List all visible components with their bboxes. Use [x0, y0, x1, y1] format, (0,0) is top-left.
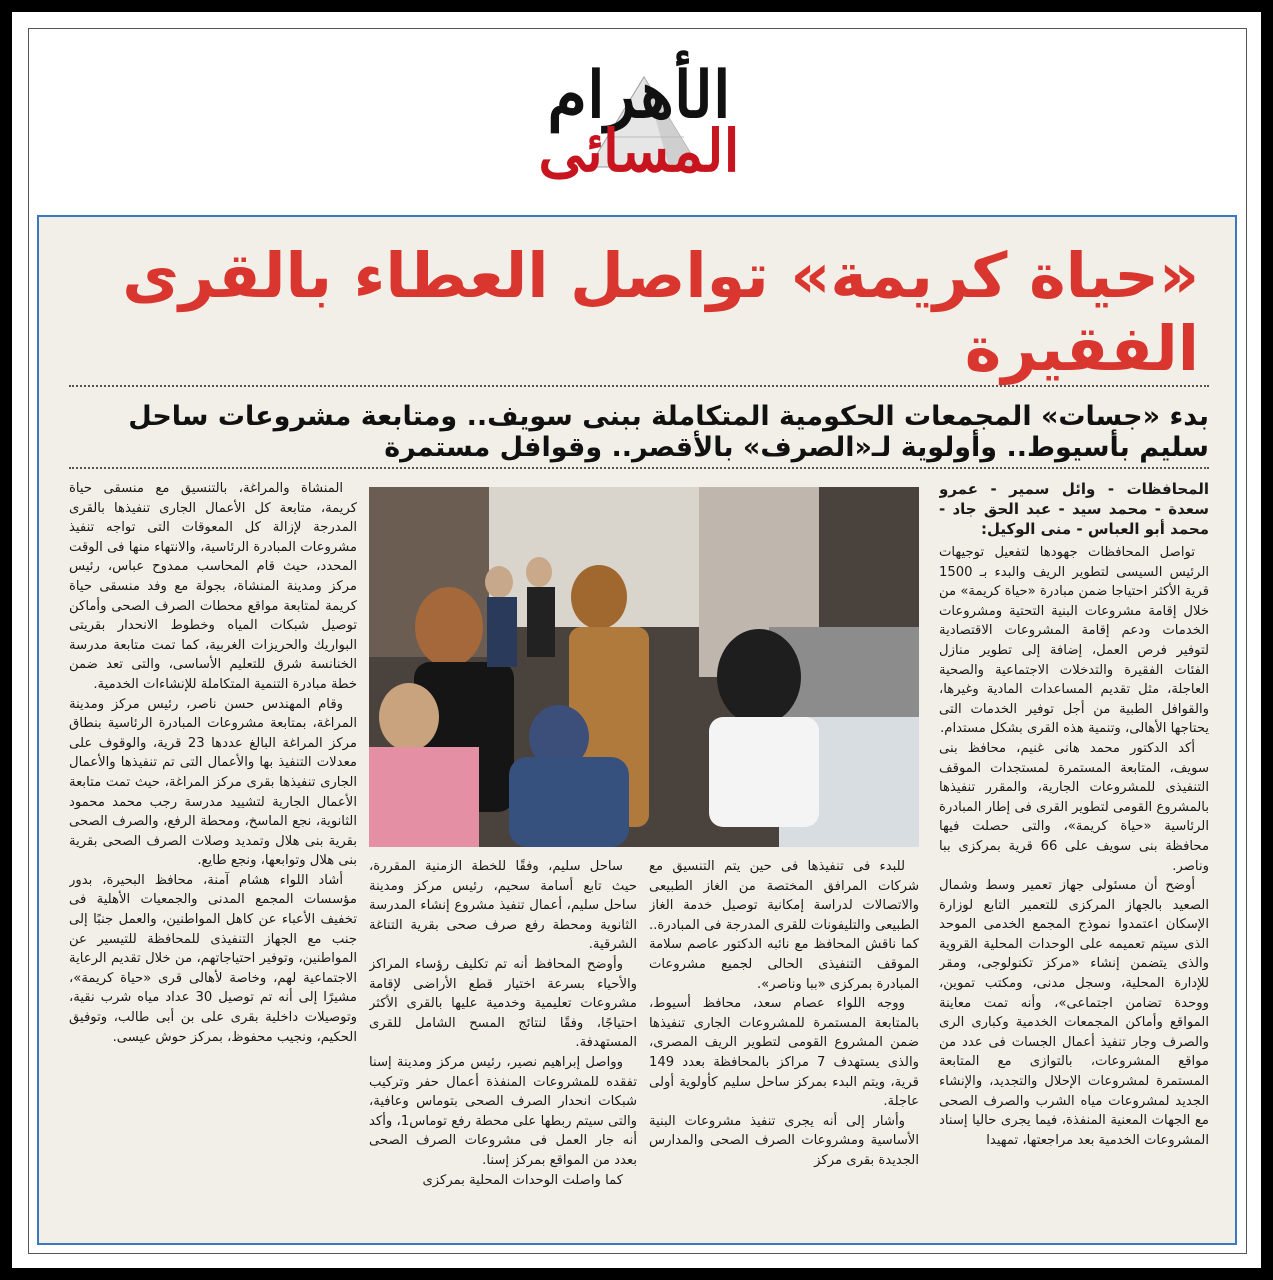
paragraph: أكد الدكتور محمد هانى غنيم، محافظ بنى سويف، المتابعة المستمرة لمستجدات الموقف التنفيذى للمشروعات الجارية، والمقرر تنفيذها بالمشروع القومى لتطوير القرى فى إطار المبادرة الرئاسية «حياة كريمة»، والتى حصلت فيها محافظة بنى سويف على 66 قرية بمركزى ببا وناصر.	[939, 740, 1209, 874]
byline: المحافظات - وائل سمير - عمرو سعدة - محمد سيد - عبد الحق جاد - محمد أبو العباس - منى الوكيل:	[939, 480, 1209, 538]
article-headline: «حياة كريمة» تواصل العطاء بالقرى الفقيرة	[122, 239, 1199, 385]
paragraph: كما واصلت الوحدات المحلية بمركزى	[422, 1172, 623, 1188]
paragraph: تواصل المحافظات جهودها لتفعيل توجيهات الرئيس السيسى لتطوير الريف والبدء بـ 1500 قرية الأكثر احتياجا ضمن مبادرة «حياة كريمة» من خلال إقامة مشروعات البنية التحتية ومشروعات الخدمات ودعم إقامة المشروعات الاقتصادية لتوفير فرص العمل، إضافة إلى تطوير منازل الفئات الفقيرة والتدخلات الاجتماعية والصحية العاجلة، مثل تقديم المساعدات المادية وغيرها، والقوافل الطبية من أجل توفير الخدمات التى يحتاجها الأهالى، وتنمية هذه القرى بشكل مستدام.	[939, 545, 1209, 737]
text-column-mid-right	[649, 857, 919, 1237]
paragraph: وواصل إبراهيم نصير، رئيس مركز ومدينة إسنا تفقده للمشروعات المنفذة أعمال حفر وتركيب شبكات انحدار الصرف الصحى بتوماس وعافية، والتى سيتم ربطها على محطة رفع توماس1، وأكد أنه جار العمل فى مشروعات الصرف الصحى بعدد من المواقع بمركز إسنا.	[369, 1054, 637, 1168]
text-column-mid-left	[369, 857, 637, 1237]
divider	[69, 385, 1209, 387]
article-photo	[369, 487, 919, 847]
paragraph: أوضح أن مسئولى جهاز تعمير وسط وشمال الصعيد بالجهاز المركزى للتعمير التابع لوزارة الإسكان اعتمدوا نموذج المجمع الخدمى الموحد الذى سيتم تعميمه على الوحدات المحلية القروية والذى يتضمن إنشاء «مركز تكنولوجى، ومقر للإدارة المحلية، وسجل مدنى، ومكتب تموين، ووحدة تضامن اجتماعى»، وأنه تمت معاينة المواقع وأماكن المجمعات الخدمية وكبارى الرى والصرف وجار تنفيذ أعمال الجسات فى عدد من مواقع المشروعات، بالتوازى مع المتابعة المستمرة لمشروعات الإحلال والتجديد، والإنشاء الجديد لمشروعات مياه الشرب والصرف الصحى مع الجهات المعنية المنفذة، فيما يجرى حاليا إسناد المشروعات الخدمية بعد مراجعتها، تمهيدا	[939, 878, 1209, 1148]
divider	[69, 467, 1209, 469]
text-column-right	[939, 479, 1209, 1239]
logo-bottom-text: المسائى	[538, 117, 740, 185]
article-subheadline: بدء «جسات» المجمعات الحكومية المتكاملة ببنى سويف.. ومتابعة مشروعات ساحل سليم بأسيوط.. وأولوية لـ«الصرف» بالأقصر.. وقوافل مستمرة	[128, 401, 1209, 463]
newspaper-page	[28, 28, 1247, 1254]
paragraph: ساحل سليم، وفقًا للخطة الزمنية المقررة، حيث تابع أسامة سحيم، رئيس مركز ومدينة ساحل سليم، أعمال تنفيذ مشروع إنشاء المدرسة الثانوية ومحطة رفع صرف صحى بقرية التناغة الشرقية.	[369, 859, 637, 953]
masthead	[29, 29, 1246, 209]
paragraph: المنشاة والمراغة، بالتنسيق مع منسقى حياة كريمة، متابعة كل الأعمال الجارى تنفيذها بالقرى المدرجة لإزالة كل المعوقات التى تواجه تنفيذ مشروعات المبادرة الرئاسية، والانتهاء منها فى الوقت المحدد، حيث قام المحاسب ممدوح عباس، رئيس مركز ومدينة المنشاة، بجولة مع وفد منسقى حياة كريمة لمتابعة مواقع محطات الصرف الصحى وأماكن توصيل شبكات المياه وخطوط الانحدار بقريتى البواريك والحريزات الغربية، كما تمت متابعة مدرسة الخنانسة شرق للتعليم الأساسى، والتى تعد ضمن خطة مبادرة التنمية المتكاملة للإنشاءات الخدمية.	[69, 481, 357, 692]
newspaper-logo	[469, 47, 809, 197]
medical-caravan-photo	[369, 487, 919, 847]
article-clipping	[37, 215, 1237, 1245]
logo-wordmark	[469, 47, 809, 197]
paragraph: للبدء فى تنفيذها فى حين يتم التنسيق مع شركات المرافق المختصة من الغاز الطبيعى والاتصالات لدراسة إمكانية توصيل خدمة الغاز الطبيعى والتليفونات للقرى المدرجة فى المبادرة.. كما ناقش المحافظ مع نائبه الدكتور عاصم سلامة الموقف التنفيذى الحالى لجميع مشروعات المبادرة بمركزى «ببا وناصر».	[649, 859, 919, 992]
paragraph: وأوضح المحافظ أنه تم تكليف رؤساء المراكز والأحياء بسرعة اختيار قطع الأراضى لإقامة مشروعات تعليمية وخدمية عليها بالقرى الأكثر احتياجًا، وفقًا لنتائج المسح الشامل للقرى المستهدفة.	[369, 956, 637, 1051]
page-frame	[12, 12, 1261, 1268]
text-column-left	[69, 479, 357, 1239]
paragraph: وقام المهندس حسن ناصر، رئيس مركز ومدينة المراغة، بمتابعة مشروعات المبادرة الرئاسية بنطاق مركز المراغة البالغ عددها 23 قرية، والوقوف على معدلات التنفيذ بها والأعمال التى تم تنفيذها والأعمال الجارى تنفيذها بقرى مركز المراغة، حيث تمت متابعة الأعمال الجارية لتشييد مدرسة رجب محمد محمود الثانوية، نجع الماسخ، ومحطة الرفع، والصرف الصحى بقرية بنى هلال وتمديد وصلات الصرف الصحى بقرية بنى هلال وتوابعها، ونجع طايع.	[69, 696, 357, 869]
paragraph: أشاد اللواء هشام آمنة، محافظ البحيرة، بدور مؤسسات المجمع المدنى والجمعيات الأهلية فى تخفيف الأعباء عن كاهل المواطنين، والعمل جنبًا إلى جنب مع الجهاز التنفيذى للمحافظة للتيسير عن المواطنين، وتوفير احتياجاتهم، من خلال تقديم الرعاية الاجتماعية لهم، وخاصة لأهالى قرى «حياة كريمة»، مشيرًا إلى أنه تم توصيل 30 عداد مياه شرب نقية، وتوصيلات داخلية بقرى على بن أبى طالب، وتوفيق الحكيم، ونجيب محفوظ، بمركز حوش عيسى.	[69, 872, 357, 1045]
paragraph: ووجه اللواء عصام سعد، محافظ أسيوط، بالمتابعة المستمرة للمشروعات الجارى تنفيذها ضمن المشروع القومى لتطوير الريف المصرى، والذى يستهدف 7 مراكز بالمحافظة بعدد 149 قرية، ويتم البدء بمركز ساحل سليم كأولوية أولى عاجلة.	[649, 996, 919, 1110]
logo-top-text: الأهرام	[547, 58, 731, 133]
paragraph: وأشار إلى أنه يجرى تنفيذ مشروعات البنية الأساسية ومشروعات الصرف الصحى والمدارس الجديدة بقرى مركز	[649, 1113, 919, 1168]
